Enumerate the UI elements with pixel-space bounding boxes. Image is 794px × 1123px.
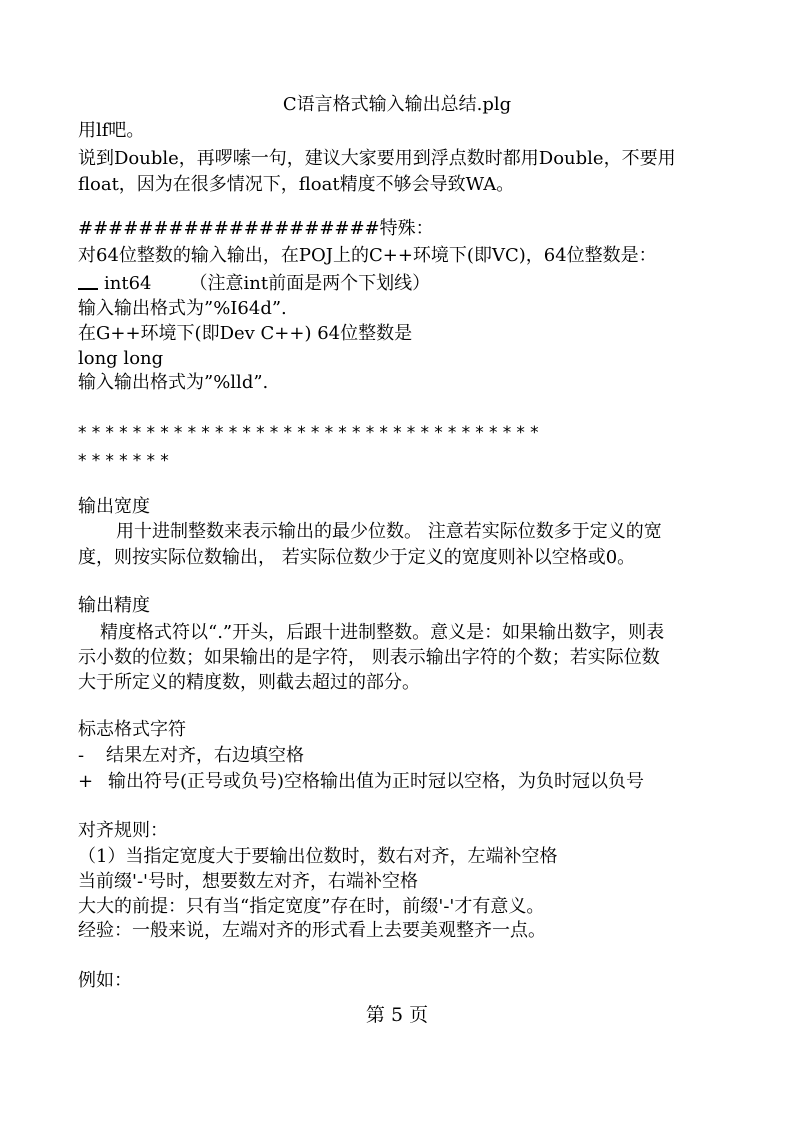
section-title-precision: 输出精度	[78, 595, 150, 616]
flag-description: 输出符号(正号或负号)空格输出值为正时冠以空格，为负时冠以负号	[108, 771, 645, 792]
page-number: 第 5 页	[365, 1004, 429, 1026]
code-int64: int64	[104, 273, 152, 294]
double-underscore-mark	[78, 270, 98, 290]
flag-row-minus	[78, 743, 304, 769]
section-heading-special: ####################特殊：	[78, 218, 434, 239]
flag-symbol: -	[78, 745, 85, 766]
text-line: long long	[78, 348, 164, 369]
document-header: C语言格式输入输出总结.plg	[282, 94, 512, 115]
section-title-example: 例如：	[78, 970, 132, 991]
text-line: 经验：一般来说，左端对齐的形式看上去要美观整齐一点。	[78, 920, 546, 941]
text-line: 用lf吧。	[78, 120, 145, 141]
section-title-alignment: 对齐规则：	[78, 820, 168, 841]
paragraph-line: 精度格式符以“.”开头，后跟十进制整数。意义是：如果输出数字，则表	[100, 622, 665, 643]
text-line: 输入输出格式为”%I64d”.	[78, 298, 287, 319]
text-line: （1）当指定宽度大于要输出位数时，数右对齐，左端补空格	[78, 846, 558, 867]
paragraph-line: 大于所定义的精度数，则截去超过的部分。	[78, 672, 420, 693]
separator-stars: *******	[78, 451, 174, 471]
text-line: 在G++环境下(即Dev C++) 64位整数是	[78, 323, 413, 344]
separator-stars: **********************************	[78, 423, 544, 443]
text-line: float，因为在很多情况下，float精度不够会导致WA。	[78, 174, 515, 195]
paragraph-line: 示小数的位数；如果输出的是字符， 则表示输出字符的个数；若实际位数	[78, 647, 660, 668]
flag-symbol: +	[78, 771, 94, 792]
section-title-flags: 标志格式字符	[78, 719, 186, 740]
paragraph-line: 度，则按实际位数输出， 若实际位数少于定义的宽度则补以空格或0。	[78, 547, 636, 568]
text-line: 输入输出格式为”%lld”.	[78, 372, 269, 393]
code-note-line	[78, 270, 718, 297]
text-line: 大大的前提：只有当“指定宽度”存在时，前缀'-'才有意义。	[78, 896, 545, 917]
paragraph-line: 用十进制整数来表示输出的最少位数。 注意若实际位数多于定义的宽	[116, 521, 662, 542]
flag-description: 结果左对齐，右边填空格	[106, 745, 304, 766]
flag-row-plus	[78, 769, 644, 795]
note-text: （注意int前面是两个下划线）	[189, 273, 431, 294]
section-title-width: 输出宽度	[78, 496, 150, 517]
text-line: 说到Double，再啰嗦一句，建议大家要用到浮点数时都用Double，不要用	[78, 148, 676, 169]
text-line: 当前缀'-'号时，想要数左对齐，右端补空格	[78, 871, 418, 892]
text-line: 对64位整数的输入输出，在POJ上的C++环境下(即VC)，64位整数是：	[78, 245, 657, 266]
